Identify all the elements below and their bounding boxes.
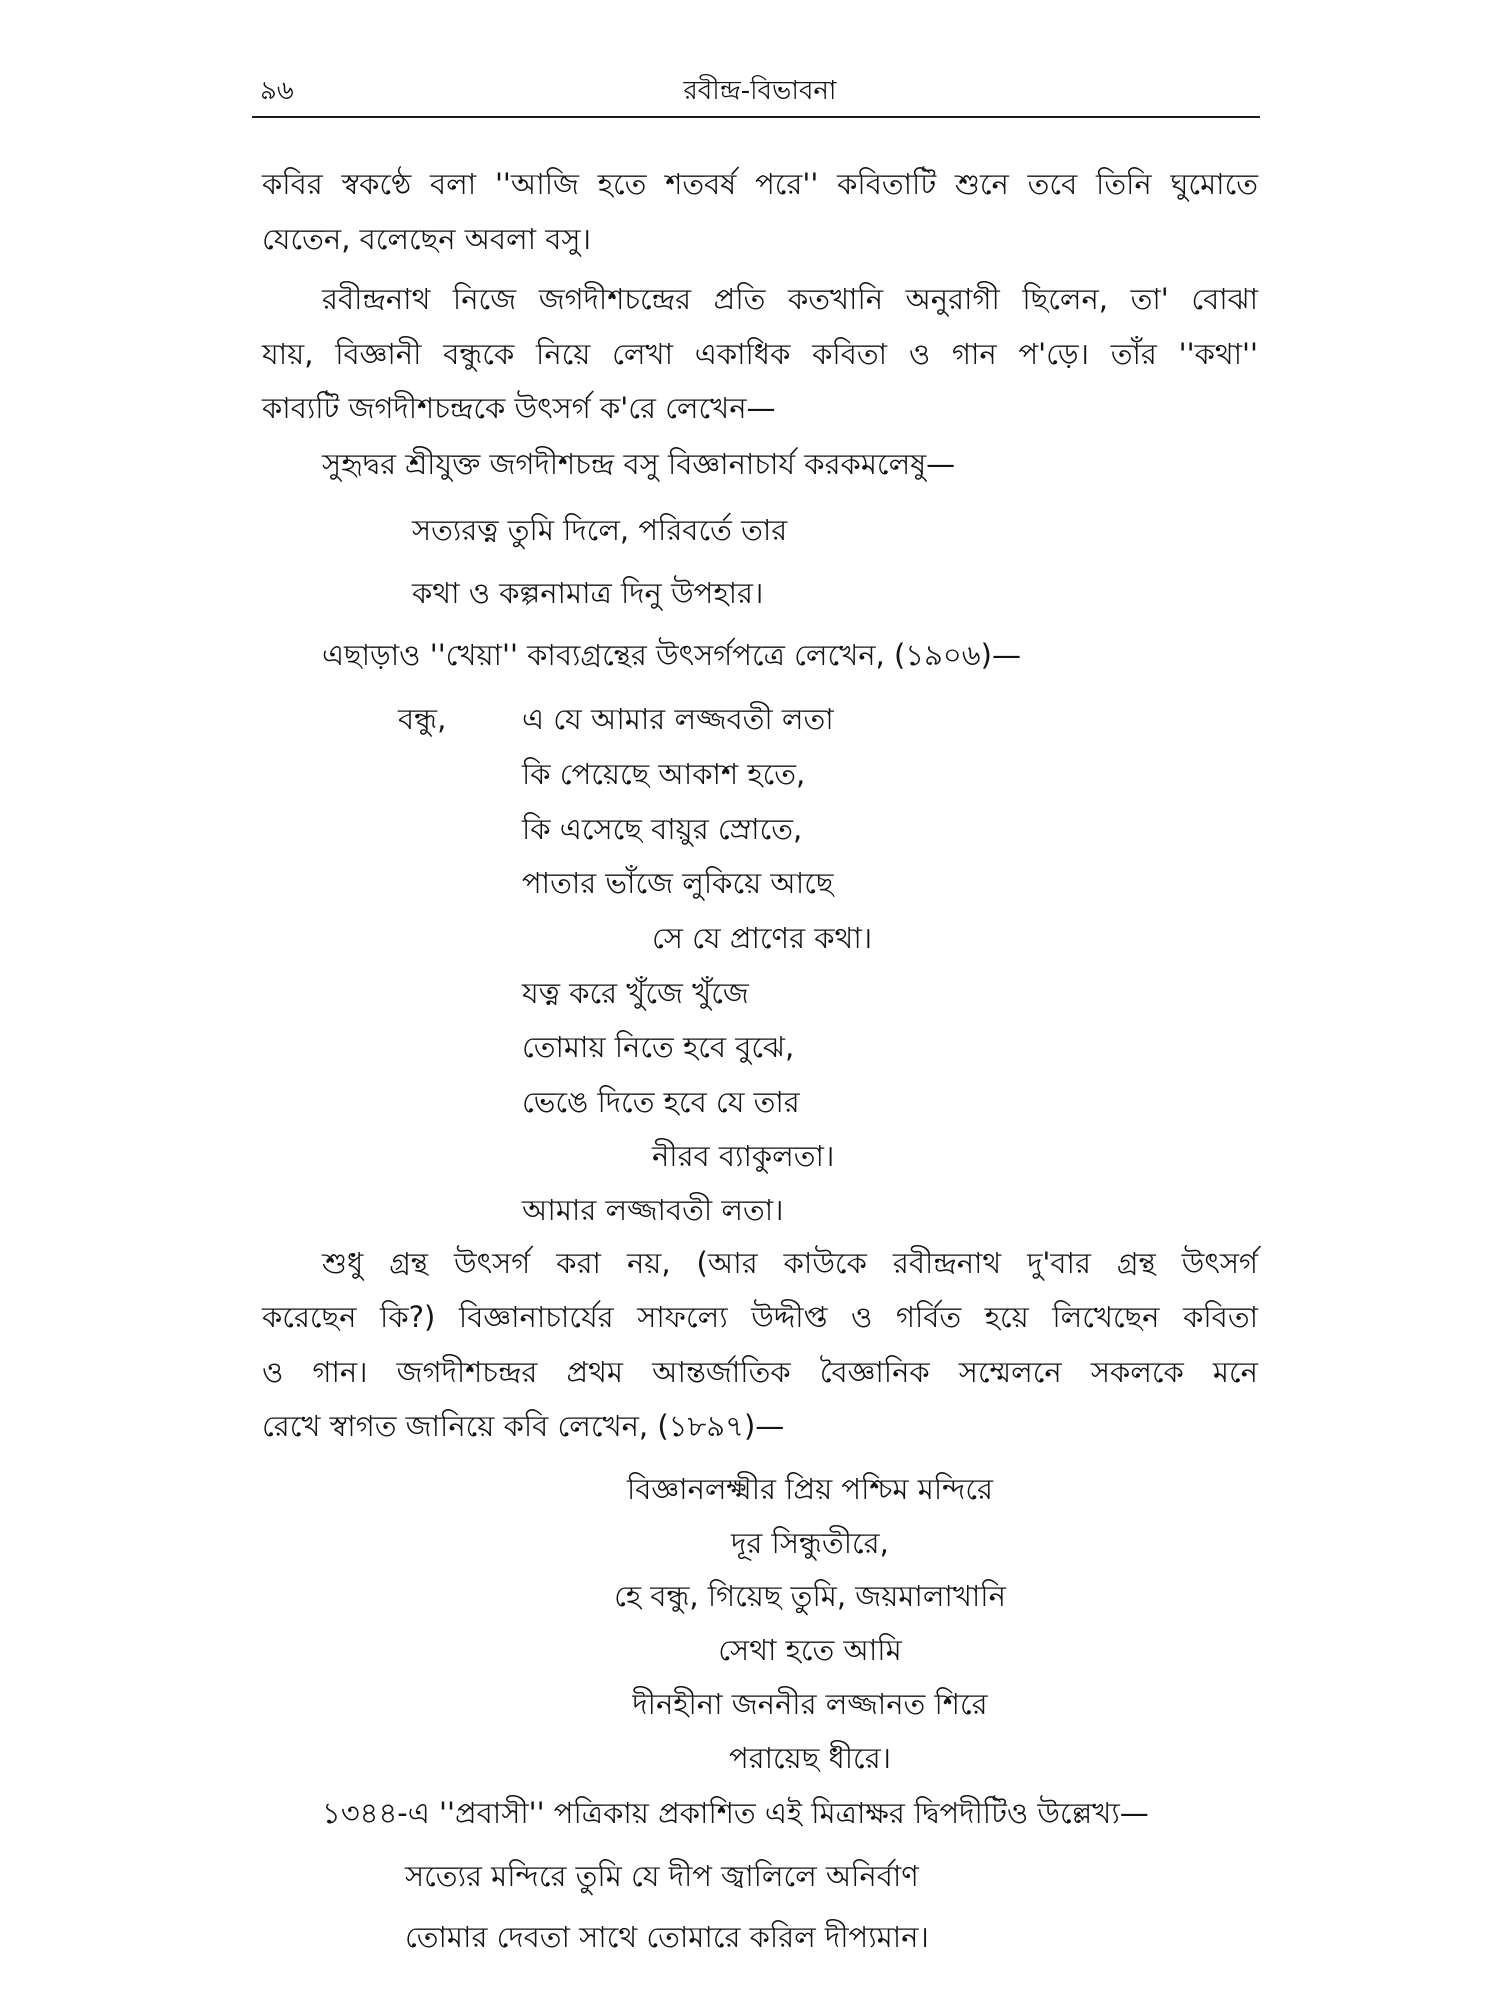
poem-line: নীরব ব্যাকুলতা। <box>652 1139 835 1173</box>
dedication-line: সুহৃদ্বর শ্রীযুক্ত জগদীশচন্দ্র বসু বিজ্ঞানাচার্য করকমলেষু— <box>322 447 956 481</box>
paragraph-line: শুধু গ্রন্থ উৎসর্গ করা নয়, (আর কাউকে রবীন্দ্রনাথ দু'বার গ্রন্থ উৎসর্গ <box>322 1246 1258 1280</box>
paragraph-line: রবীন্দ্রনাথ নিজে জগদীশচন্দ্রের প্রতি কতখানি অনুরাগী ছিলেন, তা' বোঝা <box>322 282 1258 316</box>
poem-line: বিজ্ঞানলক্ষ্মীর প্রিয় পশ্চিম মন্দিরে <box>626 1472 993 1506</box>
paragraph-line: করেছেন কি?) বিজ্ঞানাচার্যের সাফল্যে উদ্দীপ্ত ও গর্বিত হয়ে লিখেছেন কবিতা <box>262 1300 1258 1334</box>
poem-salutation: বন্ধু, <box>398 702 447 736</box>
kheya-intro: এছাড়াও ''খেয়া'' কাব্যগ্রন্থের উৎসর্গপত্রে লেখেন, (১৯০৬)— <box>322 638 1021 672</box>
poem-line: দীনহীনা জননীর লজ্জানত শিরে <box>632 1687 988 1721</box>
verse-line: কথা ও কল্পনামাত্র দিনু উপহার। <box>412 576 764 610</box>
poem-line: কি এসেছে বায়ুর স্রোতে, <box>522 812 803 846</box>
paragraph-line: যেতেন, বলেছেন অবলা বসু। <box>262 222 591 256</box>
running-title: রবীন্দ্র-বিভাবনা <box>683 76 837 106</box>
couplet-line: তোমার দেবতা সাথে তোমারে করিল দীপ্যমান। <box>405 1920 929 1954</box>
poem-line: সে যে প্রাণের কথা। <box>652 921 873 955</box>
poem-line: ভেঙে দিতে হবে যে তার <box>522 1085 800 1119</box>
prabasi-intro: ১৩৪৪-এ ''প্রবাসী'' পত্রিকায় প্রকাশিত এই মিত্রাক্ষর দ্বিপদীটিও উল্লেখ্য— <box>322 1796 1149 1830</box>
poem-line: দূর সিন্ধুতীরে, <box>731 1526 889 1560</box>
poem-line: এ যে আমার লজ্জবতী লতা <box>522 702 834 736</box>
header-rule <box>252 116 1260 118</box>
page-number: ৯৬ <box>260 76 294 106</box>
poem-line: পাতার ভাঁজে লুকিয়ে আছে <box>522 866 834 900</box>
couplet-line: সত্যের মন্দিরে তুমি যে দীপ জ্বালিলে অনির্বাণ <box>405 1859 919 1893</box>
poem-line: সেথা হতে আমি <box>718 1633 902 1667</box>
paragraph-line: কবির স্বকণ্ঠে বলা ''আজি হতে শতবর্ষ পরে'' কবিতাটি শুনে তবে তিনি ঘুমোতে <box>262 167 1258 201</box>
page-header <box>260 66 1260 116</box>
poem-line: কি পেয়েছে আকাশ হতে, <box>522 757 806 791</box>
poem-line: আমার লজ্জাবতী লতা। <box>522 1193 784 1227</box>
paragraph-line: রেখে স্বাগত জানিয়ে কবি লেখেন, (১৮৯৭)— <box>262 1409 785 1443</box>
poem-line: হে বন্ধু, গিয়েছ তুমি, জয়মালাখানি <box>614 1579 1006 1613</box>
paragraph-line: ও গান। জগদীশচন্দ্রর প্রথম আন্তর্জাতিক বৈজ্ঞানিক সম্মেলনে সকলকে মনে <box>262 1355 1258 1389</box>
verse-line: সত্যরত্ন তুমি দিলে, পরিবর্তে তার <box>412 513 788 547</box>
paragraph-line: যায়, বিজ্ঞানী বন্ধুকে নিয়ে লেখা একাধিক কবিতা ও গান প'ড়ে। তাঁর ''কথা'' <box>262 337 1258 371</box>
poem-line: তোমায় নিতে হবে বুঝে, <box>522 1030 795 1064</box>
poem-line: পরায়েছ ধীরে। <box>728 1741 892 1775</box>
poem-line: যত্ন করে খুঁজে খুঁজে <box>522 976 749 1010</box>
paragraph-line: কাব্যটি জগদীশচন্দ্রকে উৎসর্গ ক'রে লেখেন— <box>262 391 776 425</box>
